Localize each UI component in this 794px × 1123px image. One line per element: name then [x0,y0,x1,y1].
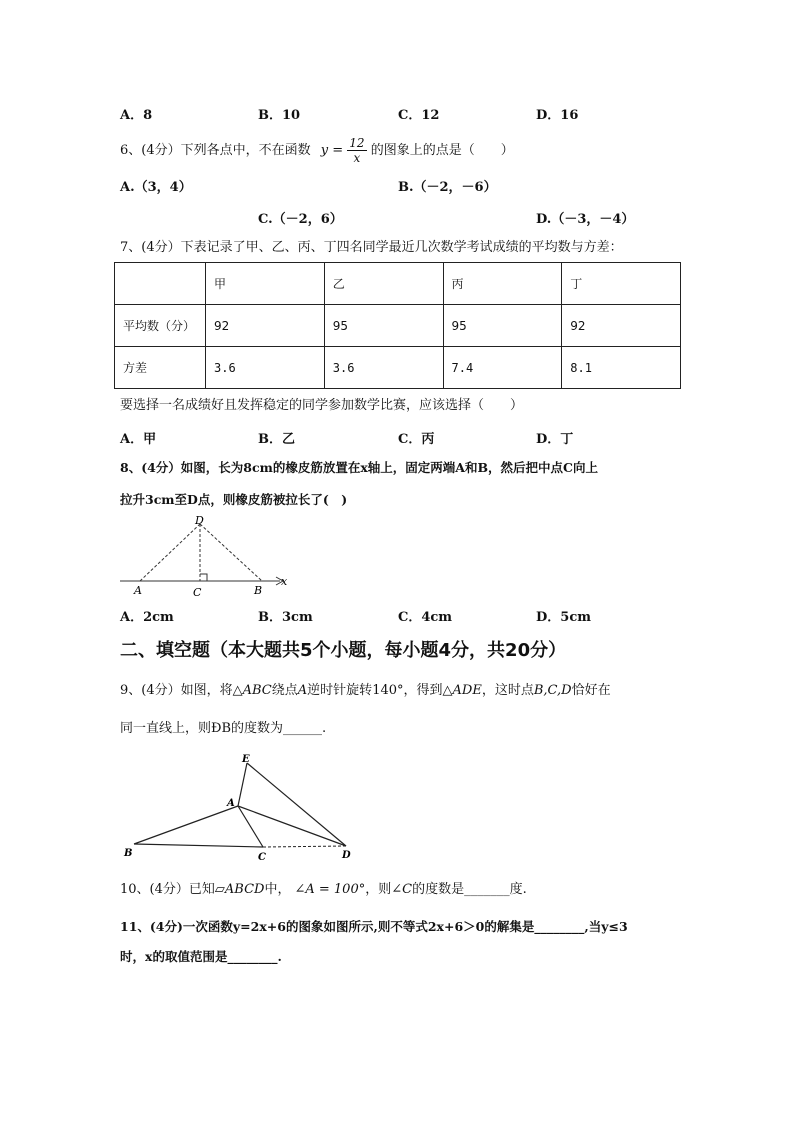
q7-option-d: D．丁 [536,432,574,447]
q6-option-d: D.（－3，－4） [536,212,635,227]
q10-text-d: 的度数是_______度. [412,882,527,897]
table-cell: 3.6 [206,347,325,389]
segment-ed [247,763,346,846]
table-cell: 7.4 [443,347,562,389]
q10-text-a: 10、(4分）已知 [120,882,215,897]
q10-text-b: 中， [264,882,291,897]
q7-score-table [114,262,681,389]
segment-ba [134,806,238,844]
q9-text-b: 绕点 [271,683,298,698]
q7-option-b: B．乙 [258,432,295,447]
q6-frac-num: 12 [349,136,365,150]
q10-angle-c: C [402,882,413,897]
q5-option-b: B．10 [258,108,301,123]
q9-text-f: 恰好在 [571,683,611,698]
q7-stem: 7、(4分）下表记录了甲、乙、丙、丁四名同学最近几次数学考试成绩的平均数与方差： [120,240,623,255]
table-header-row [115,263,681,305]
table-cell: 95 [443,305,562,347]
q9-text-e: ，这时点 [481,683,534,698]
label-x: x [281,575,288,588]
q9-text-a: 9、(4分）如图，将 [120,683,233,698]
q6-fraction [347,136,366,165]
label-e: E [242,754,250,765]
label-d: D [342,850,351,861]
q10-angle: ∠A = 100° [294,882,366,897]
q8-option-c: C．4cm [398,610,453,625]
label-a: A [227,798,235,809]
q6-option-c: C.（－2，6） [258,212,343,227]
q9-figure [120,750,360,865]
q9-tri-abc: △ABC [232,683,272,698]
table-row-label: 方差 [115,347,206,389]
q9-points: B,C,D [533,683,572,698]
table-cell: 3.6 [324,347,443,389]
segment-bc [134,844,263,847]
q7-option-a: A．甲 [120,432,157,447]
table-cell: 92 [206,305,325,347]
q9-line1 [120,681,611,701]
q5-option-a: A．8 [120,108,153,123]
q8-option-a: A．2cm [120,610,174,625]
q6-option-b: B.（－2，－6） [398,180,497,195]
q10-stem [120,880,527,900]
q10-parallelogram: ▱ABCD [214,882,265,897]
q6-stem [120,136,514,165]
q10-text-c: ，则∠ [365,882,403,897]
segment-ae [238,763,247,806]
q9-line2: 同一直线上，则ÐB的度数为______. [120,721,327,736]
q11-line1: 11、(4分)一次函数y=2x+6的图象如图所示,则不等式2x+6＞0的解集是________,当y≤3 [120,919,628,934]
table-row [115,305,681,347]
q9-angle: 140° [372,683,404,698]
label-b: B [254,584,263,597]
table-header: 乙 [324,263,443,305]
segment-cd [263,846,346,847]
q8-line2: 拉升3cm至D点，则橡皮筋被拉长了( ) [120,492,348,507]
section-title: 二、填空题（本大题共5个小题，每小题4分，共20分） [120,640,567,661]
q5-option-c: C．12 [398,108,440,123]
q8-line1: 8、(4分）如图，长为8cm的橡皮筋放置在x轴上，固定两端A和B，然后把中点C向上 [120,460,599,475]
q9-text-c: 逆时针旋转 [307,683,373,698]
q8-option-b: B．3cm [258,610,313,625]
table-cell: 95 [324,305,443,347]
q8-figure [116,512,296,600]
label-c: C [193,586,202,599]
q7-question: 要选择一名成绩好且发挥稳定的同学参加数学比赛，应该选择（ ） [120,398,524,413]
segment-ad [238,806,346,846]
table-header: 丙 [443,263,562,305]
segment-ac [238,806,263,847]
table-row-label: 平均数（分） [115,305,206,347]
table-header: 甲 [206,263,325,305]
label-c: C [258,852,266,863]
label-b: B [124,848,133,859]
segment-ad [140,524,200,581]
segment-db [200,524,262,581]
q9-text-d: ，得到 [403,683,443,698]
q6-option-a: A.（3，4） [120,180,192,195]
table-header: 丁 [562,263,681,305]
table-cell [115,263,206,305]
q9-tri-ade: △ADE [442,683,482,698]
label-d: D [195,514,204,527]
right-angle-mark [200,574,207,581]
q6-prefix: 6、(4分）下列各点中，不在函数 [120,143,311,158]
table-cell: 92 [562,305,681,347]
q11-line2: 时，x的取值范围是________. [120,949,282,964]
label-a: A [134,584,142,597]
table-row [115,347,681,389]
q9-point-a: A [297,683,308,698]
q5-option-d: D．16 [536,108,579,123]
q8-option-d: D．5cm [536,610,591,625]
q6-suffix: 的图象上的点是（ ） [370,143,514,158]
q6-y-eq: y = [320,143,344,158]
q6-frac-den: x [353,151,361,165]
table-cell: 8.1 [562,347,681,389]
q7-option-c: C．丙 [398,432,435,447]
